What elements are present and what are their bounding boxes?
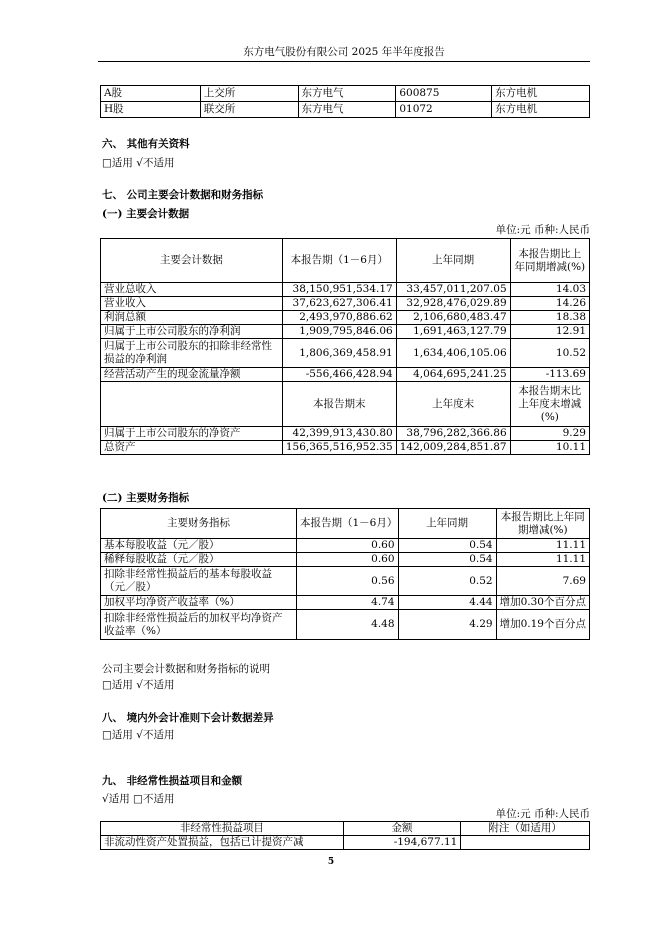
row-label: 归属于上市公司股东的净利润: [101, 325, 283, 339]
row-label: 扣除非经常性损益后的基本每股收益（元／股）: [101, 567, 297, 596]
change-value: -113.69: [510, 368, 589, 382]
accounting-data-table: [100, 238, 590, 455]
table-row: [101, 610, 590, 640]
col-header: 上年同期: [396, 239, 510, 283]
current-value: 4.48: [296, 610, 398, 640]
share-type: A股: [101, 86, 201, 102]
table-row: [101, 368, 590, 382]
prior-value: 38,796,282,366.86: [396, 427, 510, 441]
section-6-options: □适用 √不适用: [102, 157, 175, 169]
prior-value: 4,064,695,241.25: [396, 368, 510, 382]
col-header: 本报告期末比上年度末增减(%): [510, 382, 589, 427]
prior-value: 1,634,406,105.06: [396, 339, 510, 368]
table-row: [101, 539, 590, 553]
prior-value: 0.52: [398, 567, 496, 596]
amount-value: -194,677.11: [343, 836, 461, 850]
share-exchange: 上交所: [200, 86, 298, 102]
change-value: 11.11: [496, 539, 589, 553]
change-value: 11.11: [496, 553, 589, 567]
row-label: 经营活动产生的现金流量净额: [101, 368, 283, 382]
prior-value: 33,457,011,207.05: [396, 283, 510, 297]
col-header: 上年同期: [398, 509, 496, 539]
current-value: 37,623,627,306.41: [282, 297, 396, 311]
section-8-title: 八、 境内外会计准则下会计数据差异: [102, 712, 274, 724]
header-divider: [98, 61, 590, 62]
col-header: 非经常性损益项目: [101, 822, 344, 836]
note-value: [461, 836, 590, 850]
current-value: 156,365,516,952.35: [282, 441, 396, 455]
share-type: H股: [101, 102, 201, 118]
current-value: -556,466,428.94: [282, 368, 396, 382]
section-7-sub2: (二) 主要财务指标: [102, 492, 190, 504]
row-label: 总资产: [101, 441, 283, 455]
indicators-note: 公司主要会计数据和财务指标的说明: [102, 663, 270, 675]
row-label: 非流动性资产处置损益，包括已计提资产减: [101, 836, 344, 850]
col-header: 本报告期比上年同期增减(%): [510, 239, 589, 283]
table-row: [101, 427, 590, 441]
table-header-row: [101, 509, 590, 539]
table-row: [101, 339, 590, 368]
current-value: 2,493,970,886.62: [282, 311, 396, 325]
table-row: [101, 297, 590, 311]
share-former-name: 东方电机: [492, 86, 590, 102]
current-value: 42,399,913,430.80: [282, 427, 396, 441]
current-value: 38,150,951,534.17: [282, 283, 396, 297]
row-label: 营业总收入: [101, 283, 283, 297]
table-row: [101, 553, 590, 567]
non-recurring-items-table: [100, 821, 590, 850]
col-header: 本报告期（1－6月）: [296, 509, 398, 539]
current-value: 1,806,369,458.91: [282, 339, 396, 368]
table-header-row: [101, 382, 590, 427]
section-7-sub1: (一) 主要会计数据: [102, 208, 190, 220]
prior-value: 4.29: [398, 610, 496, 640]
blank-cell: [101, 382, 283, 427]
table-header-row: [101, 822, 590, 836]
prior-value: 1,691,463,127.79: [396, 325, 510, 339]
change-value: 增加0.19个百分点: [496, 610, 589, 640]
page-header: 东方电气股份有限公司 2025 年半年度报告: [243, 46, 445, 58]
share-info-table: [100, 85, 590, 118]
row-label: 利润总额: [101, 311, 283, 325]
share-code: 01072: [396, 102, 492, 118]
col-header: 附注（如适用）: [461, 822, 590, 836]
prior-value: 0.54: [398, 553, 496, 567]
row-label: 营业收入: [101, 297, 283, 311]
change-value: 14.03: [510, 283, 589, 297]
prior-value: 4.44: [398, 596, 496, 610]
row-label: 归属于上市公司股东的净资产: [101, 427, 283, 441]
section-9-options: √适用 □不适用: [102, 793, 175, 805]
current-value: 1,909,795,846.06: [282, 325, 396, 339]
col-header: 上年度末: [396, 382, 510, 427]
unit-label: 单位:元 币种:人民币: [495, 808, 590, 820]
table-row: [101, 325, 590, 339]
share-former-name: 东方电机: [492, 102, 590, 118]
current-value: 4.74: [296, 596, 398, 610]
prior-value: 32,928,476,029.89: [396, 297, 510, 311]
row-label: 加权平均净资产收益率（%）: [101, 596, 297, 610]
row-label: 基本每股收益（元／股）: [101, 539, 297, 553]
row-label: 归属于上市公司股东的扣除非经常性损益的净利润: [101, 339, 283, 368]
row-label: 稀释每股收益（元／股）: [101, 553, 297, 567]
share-name: 东方电气: [298, 86, 396, 102]
change-value: 12.91: [510, 325, 589, 339]
row-label: 扣除非经常性损益后的加权平均净资产收益率（%）: [101, 610, 297, 640]
col-header: 本报告期末: [282, 382, 396, 427]
col-header: 主要会计数据: [101, 239, 283, 283]
change-value: 10.11: [510, 441, 589, 455]
table-header-row: [101, 239, 590, 283]
current-value: 0.56: [296, 567, 398, 596]
col-header: 金额: [343, 822, 461, 836]
financial-indicators-table: [100, 508, 590, 640]
col-header: 主要财务指标: [101, 509, 297, 539]
prior-value: 2,106,680,483.47: [396, 311, 510, 325]
change-value: 增加0.30个百分点: [496, 596, 589, 610]
change-value: 10.52: [510, 339, 589, 368]
table-row: [101, 567, 590, 596]
page-number: 5: [327, 857, 335, 867]
table-row: [101, 102, 590, 118]
share-code: 600875: [396, 86, 492, 102]
section-9-title: 九、 非经常性损益项目和金额: [102, 775, 243, 787]
section-7-title: 七、 公司主要会计数据和财务指标: [102, 189, 264, 201]
unit-label: 单位:元 币种:人民币: [495, 224, 590, 236]
section-6-title: 六、 其他有关资料: [102, 138, 190, 150]
prior-value: 0.54: [398, 539, 496, 553]
change-value: 14.26: [510, 297, 589, 311]
share-name: 东方电气: [298, 102, 396, 118]
current-value: 0.60: [296, 553, 398, 567]
col-header: 本报告期比上年同期增减(%): [496, 509, 589, 539]
table-row: [101, 311, 590, 325]
table-row: [101, 441, 590, 455]
current-value: 0.60: [296, 539, 398, 553]
table-row: [101, 86, 590, 102]
table-row: [101, 836, 590, 850]
prior-value: 142,009,284,851.87: [396, 441, 510, 455]
change-value: 18.38: [510, 311, 589, 325]
table-row: [101, 596, 590, 610]
change-value: 9.29: [510, 427, 589, 441]
share-exchange: 联交所: [200, 102, 298, 118]
indicators-note-options: □适用 √不适用: [102, 679, 175, 691]
col-header: 本报告期（1－6月）: [282, 239, 396, 283]
section-8-options: □适用 √不适用: [102, 729, 175, 741]
change-value: 7.69: [496, 567, 589, 596]
table-row: [101, 283, 590, 297]
